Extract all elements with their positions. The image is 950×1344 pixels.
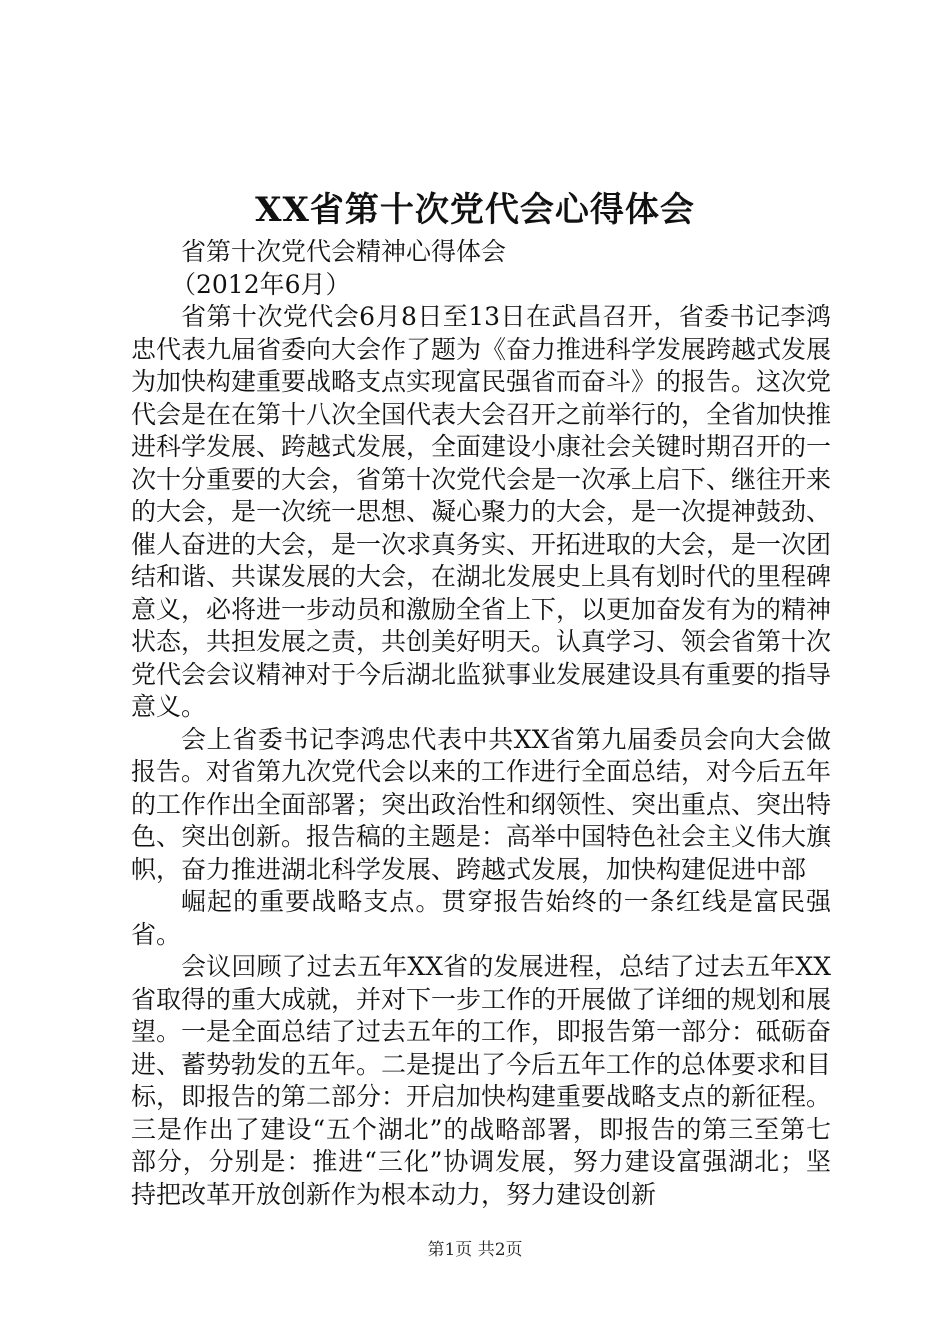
body-paragraph: 会上省委书记李鸿忠代表中共XX省第九届委员会向大会做报告。对省第九次党代会以来的工作进行全面总结，对今后五年的工作作出全面部署；突出政治性和纲领性、突出重点、突出特色、突出创新。报告稿的主题是：高举中国特色社会主义伟大旗帜，奋力推进湖北科学发展、跨越式发展，加快构建促进中部 bbox=[131, 724, 832, 884]
document-body bbox=[131, 236, 831, 1211]
date-paragraph: （2012年6月） bbox=[171, 269, 351, 299]
body-paragraph: 崛起的重要战略支点。贯穿报告始终的一条红线是富民强省。 bbox=[131, 887, 831, 949]
subtitle-paragraph: 省第十次党代会精神心得体会 bbox=[181, 237, 507, 266]
body-paragraph: 会议回顾了过去五年XX省的发展进程，总结了过去五年XX省取得的重大成就，并对下一步工作的开展做了详细的规划和展望。一是全面总结了过去五年的工作，即报告第一部分：砥砺奋进、蓄势勃发的五年。二是提出了今后五年工作的总体要求和目标，即报告的第二部分：开启加快构建重要战略支点的新征程。三是作出了建设“五个湖北”的战略部署，即报告的第三至第七部分，分别是：推进“三化”协调发展，努力建设富强湖北；坚持把改革开放创新作为根本动力，努力建设创新 bbox=[131, 952, 832, 1209]
document-title: XX省第十次党代会心得体会 bbox=[255, 190, 695, 230]
page-footer: 第1页 共2页 bbox=[427, 1240, 523, 1260]
body-paragraph: 省第十次党代会6月8日至13日在武昌召开，省委书记李鸿忠代表九届省委向大会作了题为《奋力推进科学发展跨越式发展为加快构建重要战略支点实现富民强省而奋斗》的报告。这次党代会是在在第十八次全国代表大会召开之前举行的，全省加快推进科学发展、跨越式发展，全面建设小康社会关键时期召开的一次十分重要的大会，省第十次党代会是一次承上启下、继往开来的大会，是一次统一思想、凝心聚力的大会，是一次提神鼓劲、催人奋进的大会，是一次求真务实、开拓进取的大会，是一次团结和谐、共谋发展的大会，在湖北发展史上具有划时代的里程碑意义，必将进一步动员和激励全省上下，以更加奋发有为的精神状态，共担发展之责，共创美好明天。认真学习、领会省第十次党代会会议精神对于今后湖北监狱事业发展建设具有重要的指导意义。 bbox=[131, 302, 832, 721]
